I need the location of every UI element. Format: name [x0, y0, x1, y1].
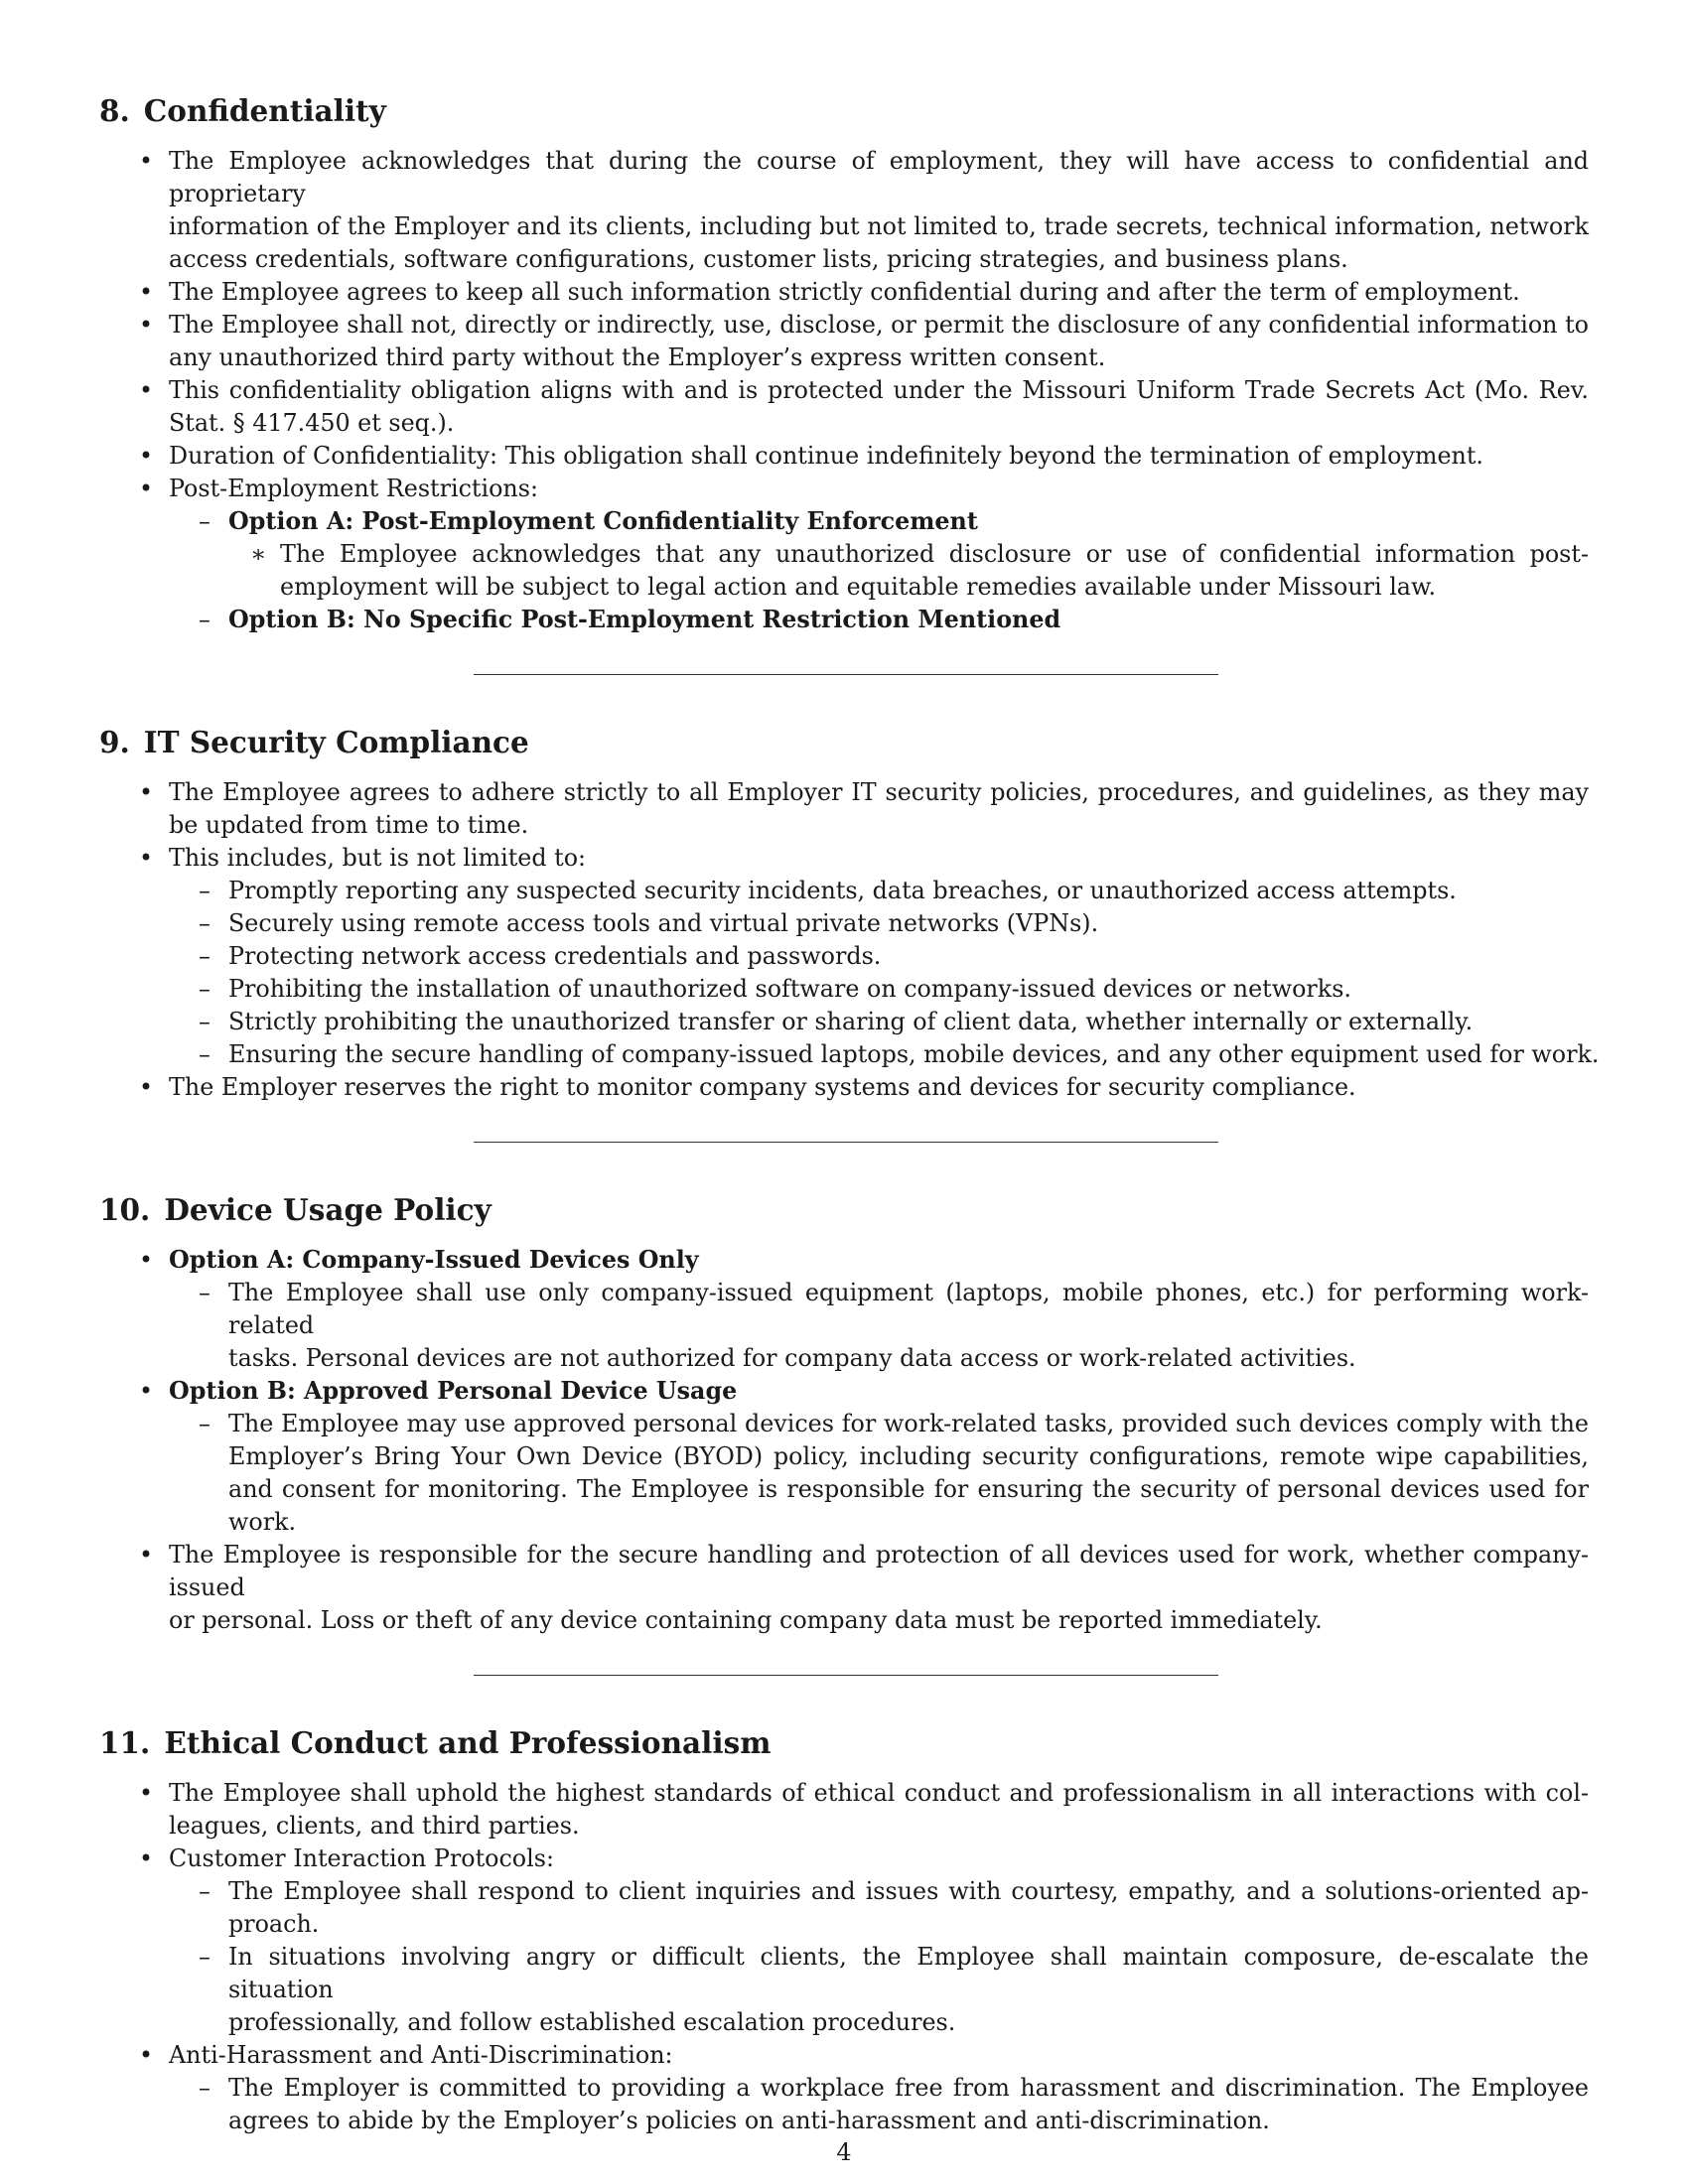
line-text: employment will be subject to legal action and equitable remedies available under Missouri law. [280, 573, 1437, 601]
section-title: Ethical Conduct and Professionalism [164, 1725, 772, 1760]
section-number: 9. [99, 725, 130, 759]
section-number: 11. [99, 1725, 151, 1760]
line-text: Customer Interaction Protocols: [169, 1844, 554, 1872]
text-line [99, 1071, 1589, 1104]
line-text: The Employee may use approved personal devices for work-related tasks, provided such devices comply with the [228, 1410, 1589, 1437]
text-line [99, 776, 1589, 809]
section-divider [474, 674, 1218, 675]
option-heading: Option A: Post-Employment Confidentiality Enforcement [228, 507, 978, 535]
section-heading [99, 723, 1589, 762]
dash-icon: – [199, 1279, 211, 1306]
line-text: The Employee acknowledges that during the course of employment, they will have access to confidential and proprietary [169, 147, 1589, 207]
document-body [99, 91, 1600, 2137]
line-text: The Employee agrees to adhere strictly to all Employer IT security policies, procedures, and guidelines, as they may [169, 778, 1589, 806]
section-ethical-conduct-and-professionalism [99, 1723, 1589, 2137]
bullet-icon: • [139, 311, 154, 339]
text-line [99, 538, 1589, 571]
text-line [99, 1440, 1589, 1473]
line-text: tasks. Personal devices are not authorized for company data access or work-related activities. [228, 1344, 1356, 1372]
text-line [99, 145, 1589, 210]
option-heading: Option B: No Specific Post-Employment Restriction Mentioned [228, 606, 1061, 633]
line-text: Securely using remote access tools and virtual private networks (VPNs). [228, 909, 1099, 937]
text-line [99, 1244, 1589, 1277]
dash-icon: – [199, 909, 211, 937]
text-line [99, 1941, 1589, 2006]
text-line [99, 875, 1589, 907]
line-text: In situations involving angry or difficult clients, the Employee shall maintain composure, de-escalate the situation [228, 1943, 1589, 2003]
line-text: The Employer is committed to providing a workplace free from harassment and discrimination. The Employee [228, 2074, 1589, 2102]
section-number: 10. [99, 1192, 151, 1227]
line-text: The Employee is responsible for the secure handling and protection of all devices used for work, whether company-issued [169, 1541, 1589, 1601]
text-line [99, 1810, 1589, 1843]
line-text: Prohibiting the installation of unauthorized software on company-issued devices or networks. [228, 975, 1351, 1003]
line-text: proach. [228, 1910, 320, 1938]
text-line [99, 1777, 1589, 1810]
text-line [99, 973, 1589, 1006]
line-text: The Employee shall uphold the highest standards of ethical conduct and professionalism in all interactions with col- [169, 1779, 1589, 1807]
text-line [99, 210, 1589, 243]
line-text: leagues, clients, and third parties. [169, 1812, 580, 1840]
line-text: any unauthorized third party without the Employer’s express written consent. [169, 343, 1106, 371]
line-text: The Employee shall respond to client inquiries and issues with courtesy, empathy, and a solutions-oriented ap- [228, 1877, 1589, 1905]
section-body [99, 776, 1600, 1104]
bullet-icon: • [139, 844, 154, 872]
text-line [99, 309, 1589, 341]
section-body [99, 1244, 1589, 1637]
text-line [99, 1375, 1589, 1408]
bullet-icon: • [139, 376, 154, 404]
section-heading [99, 1723, 1589, 1763]
text-line [99, 1473, 1589, 1506]
section-heading [99, 91, 1589, 131]
line-text: Anti-Harassment and Anti-Discrimination: [169, 2041, 673, 2069]
section-divider [474, 1142, 1218, 1143]
section-divider [474, 1675, 1218, 1676]
line-text: agrees to abide by the Employer’s policies on anti-harassment and anti-discrimination. [228, 2107, 1270, 2134]
dash-icon: – [199, 942, 211, 970]
bullet-icon: • [139, 778, 154, 806]
dash-icon: – [199, 1040, 211, 1068]
page-number: 4 [836, 2138, 852, 2166]
line-text: Protecting network access credentials and passwords. [228, 942, 882, 970]
line-text: The Employee shall use only company-issued equipment (laptops, mobile phones, etc.) for performing work-related [228, 1279, 1589, 1339]
bullet-icon: • [139, 1073, 154, 1101]
text-line [99, 1277, 1589, 1342]
line-text: Stat. § 417.450 et seq.). [169, 409, 455, 437]
bullet-icon: • [139, 1779, 154, 1807]
asterisk-icon: ∗ [250, 540, 267, 568]
section-confidentiality [99, 91, 1589, 636]
line-text: This includes, but is not limited to: [169, 844, 587, 872]
bullet-icon: • [139, 1844, 154, 1872]
line-text: The Employer reserves the right to monitor company systems and devices for security compliance. [169, 1073, 1356, 1101]
text-line [99, 809, 1589, 842]
line-text: and consent for monitoring. The Employee is responsible for ensuring the security of personal devices used for [228, 1475, 1589, 1503]
text-line [99, 407, 1589, 440]
line-text: work. [228, 1508, 297, 1536]
dash-icon: – [199, 1410, 211, 1437]
option-heading: Option B: Approved Personal Device Usage [169, 1377, 738, 1405]
dash-icon: – [199, 877, 211, 904]
text-line [99, 374, 1589, 407]
line-text: access credentials, software configurations, customer lists, pricing strategies, and business plans. [169, 245, 1348, 273]
line-text: information of the Employer and its clients, including but not limited to, trade secrets, technical information, network [169, 212, 1589, 240]
line-text: be updated from time to time. [169, 811, 529, 839]
text-line [99, 842, 1589, 875]
text-line [99, 1038, 1600, 1071]
section-title: Device Usage Policy [164, 1192, 492, 1227]
line-text: This confidentiality obligation aligns with and is protected under the Missouri Uniform Trade Secrets Act (Mo. Rev. [169, 376, 1589, 404]
section-body [99, 145, 1589, 636]
text-line [99, 907, 1589, 940]
text-line [99, 2105, 1589, 2137]
bullet-icon: • [139, 475, 154, 502]
text-line [99, 571, 1589, 604]
text-line [99, 1908, 1589, 1941]
line-text: The Employee agrees to keep all such information strictly confidential during and after the term of employment. [169, 278, 1520, 306]
text-line [99, 1408, 1589, 1440]
line-text: The Employee shall not, directly or indirectly, use, disclose, or permit the disclosure of any confidential information to [169, 311, 1589, 339]
text-line [99, 473, 1589, 505]
text-line [99, 2072, 1589, 2105]
text-line [99, 940, 1589, 973]
text-line [99, 341, 1589, 374]
text-line [99, 276, 1589, 309]
dash-icon: – [199, 1943, 211, 1971]
text-line [99, 2006, 1589, 2039]
line-text: professionally, and follow established escalation procedures. [228, 2008, 956, 2036]
line-text: Ensuring the secure handling of company-issued laptops, mobile devices, and any other equipment used for work. [228, 1040, 1600, 1068]
bullet-icon: • [139, 278, 154, 306]
dash-icon: – [199, 975, 211, 1003]
section-it-security-compliance [99, 723, 1600, 1104]
bullet-icon: • [139, 2041, 154, 2069]
text-line [99, 1006, 1589, 1038]
dash-icon: – [199, 606, 211, 633]
line-text: Promptly reporting any suspected security incidents, data breaches, or unauthorized access attempts. [228, 877, 1457, 904]
bullet-icon: • [139, 1246, 154, 1274]
dash-icon: – [199, 2074, 211, 2102]
document-page [99, 91, 1600, 2137]
section-device-usage-policy [99, 1190, 1589, 1637]
bullet-icon: • [139, 1377, 154, 1405]
section-title: IT Security Compliance [143, 725, 529, 759]
option-heading: Option A: Company-Issued Devices Only [169, 1246, 699, 1274]
section-number: 8. [99, 93, 130, 128]
line-text: or personal. Loss or theft of any device containing company data must be reported immediately. [169, 1606, 1323, 1634]
text-line [99, 1506, 1589, 1539]
section-heading [99, 1190, 1589, 1230]
text-line [99, 1342, 1589, 1375]
text-line [99, 1604, 1589, 1637]
text-line [99, 243, 1589, 276]
text-line [99, 604, 1589, 636]
text-line [99, 2039, 1589, 2072]
bullet-icon: • [139, 147, 154, 175]
text-line [99, 440, 1589, 473]
line-text: Duration of Confidentiality: This obligation shall continue indefinitely beyond the termination of employment. [169, 442, 1483, 470]
bullet-icon: • [139, 1541, 154, 1569]
line-text: Post-Employment Restrictions: [169, 475, 538, 502]
bullet-icon: • [139, 442, 154, 470]
line-text: Employer’s Bring Your Own Device (BYOD) policy, including security configurations, remote wipe capabilities, [228, 1442, 1589, 1470]
text-line [99, 1539, 1589, 1604]
text-line [99, 505, 1589, 538]
dash-icon: – [199, 507, 211, 535]
text-line [99, 1843, 1589, 1875]
dash-icon: – [199, 1008, 211, 1035]
dash-icon: – [199, 1877, 211, 1905]
section-body [99, 1777, 1589, 2137]
line-text: The Employee acknowledges that any unauthorized disclosure or use of confidential information post- [280, 540, 1589, 568]
text-line [99, 1875, 1589, 1908]
section-title: Confidentiality [143, 93, 386, 128]
line-text: Strictly prohibiting the unauthorized transfer or sharing of client data, whether internally or externally. [228, 1008, 1474, 1035]
